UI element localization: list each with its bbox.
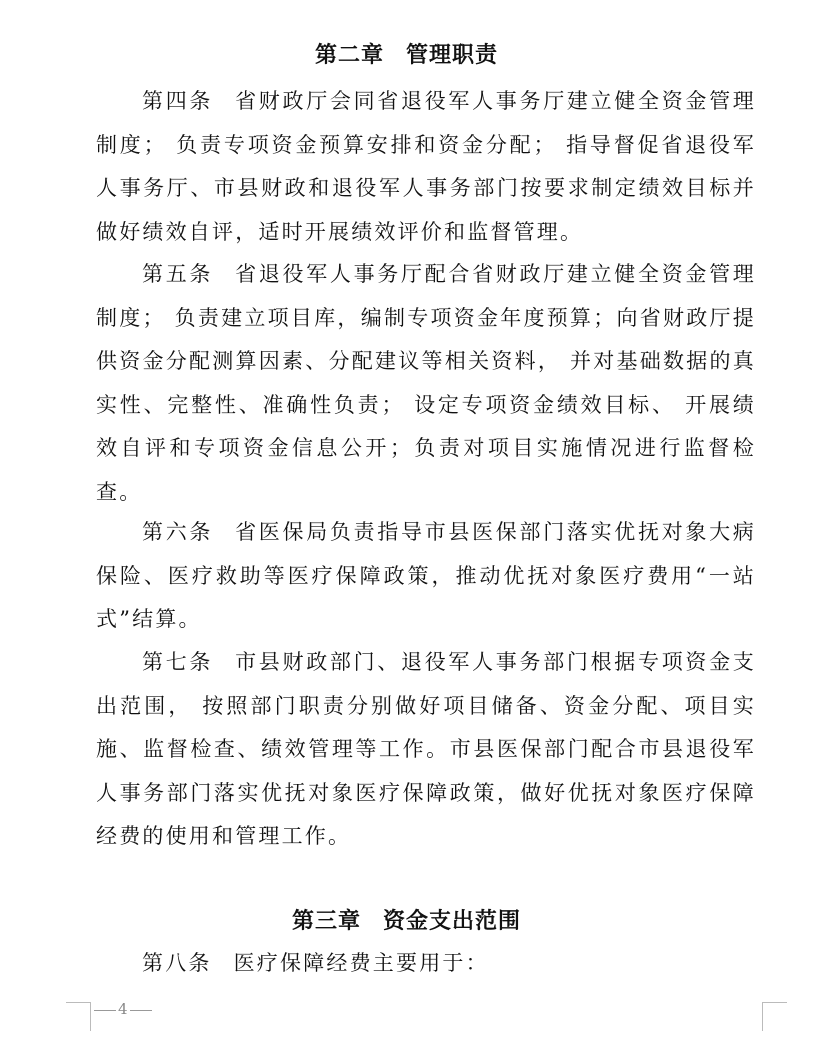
chapter-3-heading (0, 904, 813, 935)
chapter-2-title: 管理职责 (406, 43, 499, 68)
page-number (92, 1000, 154, 1018)
article-6 (96, 511, 756, 642)
chapter-3-label: 第三章 (291, 909, 361, 934)
page-number-dash-left (94, 1010, 116, 1011)
article-6-number: 第六条 (142, 520, 214, 544)
chapter-3-title: 资金支出范围 (383, 909, 522, 934)
crop-mark-left (66, 1002, 91, 1031)
article-4-number: 第四条 (142, 89, 214, 113)
article-8-number: 第八条 (142, 951, 212, 975)
article-6-text: 省医保局负责指导市县医保部门落实优抚对象大病保险、医疗救助等医疗保障政策，推动优抚对象医疗费用“一站式”结算。 (96, 520, 756, 631)
article-5 (96, 253, 756, 514)
chapter-2-label: 第二章 (314, 43, 384, 68)
chapter-2-heading (0, 38, 813, 69)
article-7-number: 第七条 (142, 650, 214, 674)
article-4-text: 省财政厅会同省退役军人事务厅建立健全资金管理制度； 负责专项资金预算安排和资金分配； 指导督促省退役军人事务厅、市县财政和退役军人事务部门按要求制定绩效目标并做好绩效自评，适时开展绩效评价和监督管理。 (96, 89, 756, 244)
article-7-text: 市县财政部门、退役军人事务部门根据专项资金支出范围， 按照部门职责分别做好项目储备、资金分配、项目实施、监督检查、绩效管理等工作。市县医保部门配合市县退役军人事务部门落实优抚对象医疗保障政策，做好优抚对象医疗保障经费的使用和管理工作。 (96, 650, 756, 848)
article-5-text: 省退役军人事务厅配合省财政厅建立健全资金管理制度； 负责建立项目库，编制专项资金年度预算；向省财政厅提供资金分配测算因素、分配建议等相关资料， 并对基础数据的真实性、完整性、准确性负责； 设定专项资金绩效目标、 开展绩效自评和专项资金信息公开；负责对项目实施情况进行监督检查。 (96, 262, 756, 504)
article-4 (96, 80, 756, 254)
page-number-value: 4 (118, 1000, 128, 1018)
article-8 (96, 942, 756, 986)
article-7 (96, 641, 756, 859)
crop-mark-right (762, 1002, 787, 1031)
article-8-text: 医疗保障经费主要用于： (233, 951, 489, 975)
page-number-dash-right (130, 1010, 152, 1011)
article-5-number: 第五条 (142, 262, 214, 286)
